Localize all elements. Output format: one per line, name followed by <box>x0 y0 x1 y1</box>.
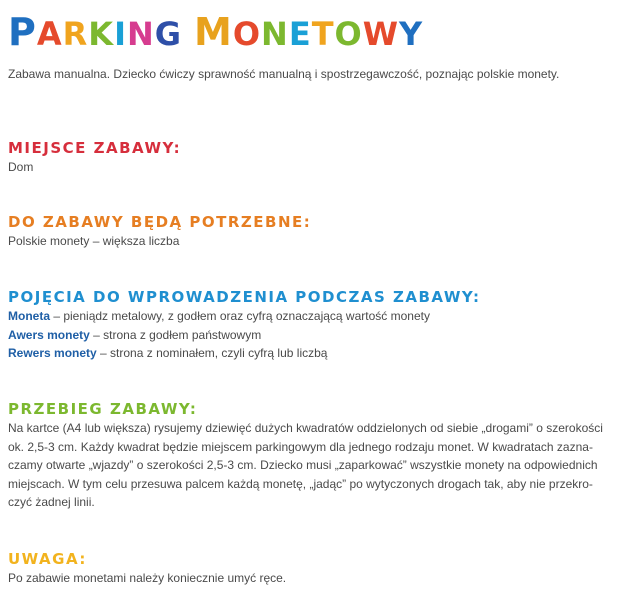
section-heading-place: MIEJSCE ZABAWY: <box>8 139 182 157</box>
section-heading-warning: UWAGA: <box>8 550 87 568</box>
course-line: czyć żadnej linii. <box>8 495 95 509</box>
concept-term: Moneta <box>8 309 50 323</box>
title-letter: K <box>88 15 115 53</box>
title-letter: O <box>232 15 262 53</box>
course-line: Na kartce (A4 lub większa) rysujemy dziewięć dużych kwadratów oddzielonych od siebie „drogami” o szerokości <box>8 421 603 435</box>
section-text-warning: Po zabawie monetami należy koniecznie umyć ręce. <box>8 571 287 585</box>
title-letter: N <box>261 15 289 53</box>
title-letter: Y <box>399 15 424 53</box>
section-warning <box>8 549 632 588</box>
title-letter: R <box>62 15 89 53</box>
section-course <box>8 399 632 512</box>
title-letter: P <box>8 10 37 54</box>
section-needs <box>8 212 632 251</box>
title-letter: M <box>194 10 233 54</box>
title-letter: A <box>36 15 63 53</box>
concept-description: – strona z nominałem, czyli cyfrą lub liczbą <box>96 346 328 360</box>
title-letter: O <box>334 15 363 53</box>
page-title <box>8 10 423 54</box>
title-letter: N <box>126 15 155 53</box>
title-letter: T <box>311 15 335 53</box>
concept-description: – strona z godłem państwowym <box>89 327 262 342</box>
section-heading-course: PRZEBIEG ZABAWY: <box>8 400 198 418</box>
course-line: czamy otwarte „wjazdy” o szerokości 2,5-3 cm. Dziecko musi „zaparkować” wszystkie monety na odpowiednich <box>8 458 598 472</box>
concept-item <box>8 307 632 326</box>
section-place <box>8 138 632 177</box>
section-text-needs: Polskie monety – większa liczba <box>8 234 180 248</box>
title-letter: E <box>288 15 312 53</box>
title-letter: W <box>362 15 400 53</box>
concept-term: Awers monety <box>8 327 90 342</box>
concept-term: Rewers monety <box>8 346 97 360</box>
course-line: miejscach. W tym celu przesuwa palcem każdą monetę, „jadąc” po wytyczonych drogach tak, aby nie przekro- <box>8 476 593 491</box>
title-letter: I <box>114 15 127 53</box>
section-heading-concepts: POJĘCIA DO WPROWADZENIA PODCZAS ZABAWY: <box>8 288 481 306</box>
title-letter <box>182 12 194 56</box>
section-heading-needs: DO ZABAWY BĘDĄ POTRZEBNE: <box>8 213 312 231</box>
concept-item <box>8 344 632 363</box>
section-concepts <box>8 287 632 363</box>
title-letter: G <box>154 15 183 53</box>
concept-description: – pieniądz metalowy, z godłem oraz cyfrą oznaczającą wartość monety <box>50 309 430 323</box>
section-text-place: Dom <box>8 160 34 174</box>
course-line: ok. 2,5-3 cm. Każdy kwadrat będzie miejscem parkingowym dla jednego rodzaju monet. W kwadratach zazna- <box>8 439 593 454</box>
concept-item <box>8 326 632 345</box>
intro-text: Zabawa manualna. Dziecko ćwiczy sprawność manualną i spostrzegawczość, poznając polskie monety. <box>8 67 560 81</box>
